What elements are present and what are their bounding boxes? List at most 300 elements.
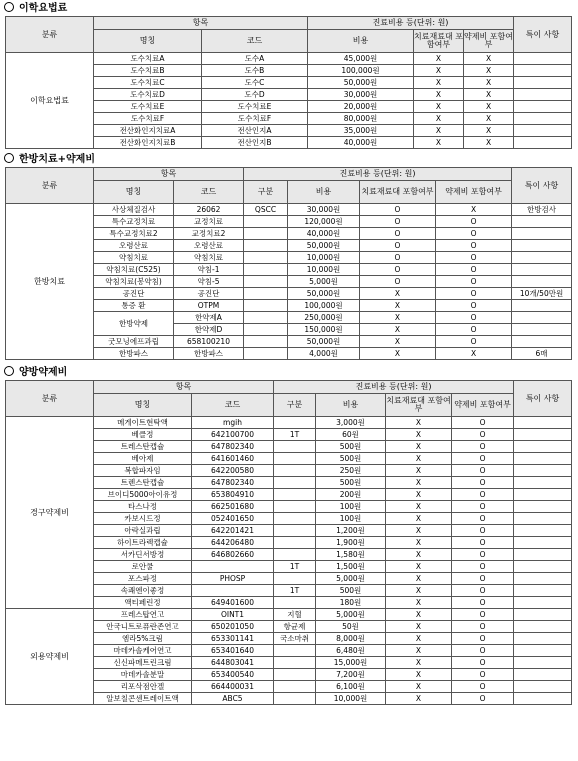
cell-name: 전산화인지치료B xyxy=(94,137,202,149)
cell-name: 액티페린정 xyxy=(94,597,192,609)
cell-name: 트렌스탄캡슐 xyxy=(94,477,192,489)
cell-material-included: X xyxy=(386,549,452,561)
cell-name: 공진단 xyxy=(94,288,174,300)
cell-code: 한약제D xyxy=(174,324,244,336)
cell-code: 644803041 xyxy=(192,657,274,669)
header-type: 구분 xyxy=(274,394,316,417)
header-drug-included: 약제비 포함여부 xyxy=(436,181,512,204)
cell-type: QSCC xyxy=(244,204,288,216)
cell-type xyxy=(244,288,288,300)
cell-drug-included: O xyxy=(452,501,514,513)
cell-code: 26062 xyxy=(174,204,244,216)
cell-code: 한약제A xyxy=(174,312,244,324)
cell-drug-included: O xyxy=(452,573,514,585)
header-cost: 비용 xyxy=(316,394,386,417)
cell-material-included: X xyxy=(386,669,452,681)
cell-material-included: X xyxy=(414,65,464,77)
cell-code: 전산인지A xyxy=(202,125,308,137)
cell-type xyxy=(244,324,288,336)
header-code: 코드 xyxy=(192,394,274,417)
cell-cost: 8,000원 xyxy=(316,633,386,645)
cell-material-included: X xyxy=(386,417,452,429)
cell-drug-included: O xyxy=(436,288,512,300)
cell-drug-included: O xyxy=(452,489,514,501)
cell-material-included: X xyxy=(386,537,452,549)
cell-name: 특수교정치료2 xyxy=(94,228,174,240)
cell-drug-included: O xyxy=(452,561,514,573)
cell-name: 복합파자임 xyxy=(94,465,192,477)
cell-material-included: X xyxy=(386,453,452,465)
cell-cost: 1,580원 xyxy=(316,549,386,561)
cell-cost: 5,000원 xyxy=(288,276,360,288)
cell-remarks xyxy=(512,264,572,276)
cell-name: 도수치료A xyxy=(94,53,202,65)
cell-cost: 1,200원 xyxy=(316,525,386,537)
cell-name: 엠라5%크림 xyxy=(94,633,192,645)
cell-cost: 250,000원 xyxy=(288,312,360,324)
cell-remarks xyxy=(512,240,572,252)
cell-drug-included: O xyxy=(452,417,514,429)
cell-cost: 15,000원 xyxy=(316,657,386,669)
cell-cost: 10,000원 xyxy=(316,693,386,705)
cell-code: 교정치료2 xyxy=(174,228,244,240)
cell-code: 교정치료 xyxy=(174,216,244,228)
group-label: 경구약제비 xyxy=(6,417,94,609)
cell-code: 647802340 xyxy=(192,477,274,489)
cell-material-included: X xyxy=(360,288,436,300)
header-code: 코드 xyxy=(174,181,244,204)
header-drug-included: 약제비 포함여부 xyxy=(452,394,514,417)
cell-name: 약침치료(봉약침) xyxy=(94,276,174,288)
cell-name: 도수치료E xyxy=(94,101,202,113)
cell-drug-included: X xyxy=(464,137,514,149)
cell-type xyxy=(274,525,316,537)
cell-name: 서카딘서방정 xyxy=(94,549,192,561)
cell-name: 도수치료C xyxy=(94,77,202,89)
cell-remarks xyxy=(514,645,572,657)
cell-type xyxy=(244,312,288,324)
cell-cost: 30,000원 xyxy=(288,204,360,216)
cell-name: 전산화인지치료A xyxy=(94,125,202,137)
header-material-included: 치료재료대 포함여부 xyxy=(360,181,436,204)
cell-name: 속쾌엔이좋정 xyxy=(94,585,192,597)
cell-name: 통증 환 xyxy=(94,300,174,312)
cell-code: 653804910 xyxy=(192,489,274,501)
cell-remarks xyxy=(514,125,572,137)
cell-drug-included: O xyxy=(452,513,514,525)
cell-code: 642100700 xyxy=(192,429,274,441)
cell-material-included: X xyxy=(386,429,452,441)
cell-drug-included: O xyxy=(452,549,514,561)
cell-code: 한방파스 xyxy=(174,348,244,360)
cell-cost: 250원 xyxy=(316,465,386,477)
cell-drug-included: X xyxy=(464,89,514,101)
cell-drug-included: O xyxy=(452,693,514,705)
cell-material-included: X xyxy=(414,125,464,137)
cell-drug-included: O xyxy=(452,585,514,597)
header-cost: 비용 xyxy=(288,181,360,204)
cell-remarks xyxy=(514,441,572,453)
cell-material-included: X xyxy=(386,513,452,525)
cell-type xyxy=(274,477,316,489)
cell-remarks xyxy=(514,489,572,501)
cell-remarks xyxy=(514,597,572,609)
cell-cost: 80,000원 xyxy=(308,113,414,125)
cell-type xyxy=(244,264,288,276)
cell-material-included: O xyxy=(360,264,436,276)
cell-code: 도수B xyxy=(202,65,308,77)
cell-name: 카보시드정 xyxy=(94,513,192,525)
cell-cost: 60원 xyxy=(316,429,386,441)
cell-code: 약침-5 xyxy=(174,276,244,288)
cell-code: 664400031 xyxy=(192,681,274,693)
cell-material-included: X xyxy=(414,89,464,101)
cell-code: 도수D xyxy=(202,89,308,101)
cell-cost: 100,000원 xyxy=(308,65,414,77)
cell-drug-included: X xyxy=(464,113,514,125)
cell-cost: 10,000원 xyxy=(288,252,360,264)
cell-name: 아락실과립 xyxy=(94,525,192,537)
cell-remarks xyxy=(514,573,572,585)
cell-material-included: X xyxy=(386,441,452,453)
cell-name: 마데카솔케어연고 xyxy=(94,645,192,657)
cell-code: 공진단 xyxy=(174,288,244,300)
cell-name: 한방파스 xyxy=(94,348,174,360)
cell-material-included: X xyxy=(386,465,452,477)
cell-drug-included: O xyxy=(452,645,514,657)
cell-name: 신신파메트린크림 xyxy=(94,657,192,669)
header-material-included: 치료재료대 포함여부 xyxy=(414,30,464,53)
cell-remarks xyxy=(514,101,572,113)
cell-type xyxy=(274,489,316,501)
header-name: 명칭 xyxy=(94,394,192,417)
cell-remarks xyxy=(514,633,572,645)
cell-remarks xyxy=(514,89,572,101)
cell-name: 약침치료 xyxy=(94,252,174,264)
cell-remarks xyxy=(514,65,572,77)
cell-type: 항균제 xyxy=(274,621,316,633)
cell-code: OINT1 xyxy=(192,609,274,621)
cell-code: 653401640 xyxy=(192,645,274,657)
cell-type xyxy=(244,336,288,348)
cell-drug-included: X xyxy=(464,77,514,89)
cell-material-included: X xyxy=(386,645,452,657)
cell-code: 오령산료 xyxy=(174,240,244,252)
cell-drug-included: O xyxy=(452,429,514,441)
cell-code: 662501680 xyxy=(192,501,274,513)
cell-drug-included: X xyxy=(436,204,512,216)
cell-cost: 500원 xyxy=(316,477,386,489)
cell-code: 도수C xyxy=(202,77,308,89)
cell-code: OTPM xyxy=(174,300,244,312)
cell-material-included: X xyxy=(386,501,452,513)
cell-material-included: O xyxy=(360,204,436,216)
header-code: 코드 xyxy=(202,30,308,53)
cell-remarks xyxy=(514,417,572,429)
cell-material-included: X xyxy=(386,489,452,501)
header-remarks: 특이 사항 xyxy=(512,168,572,204)
circle-bullet-icon xyxy=(4,153,14,163)
cell-material-included: X xyxy=(386,681,452,693)
cell-remarks xyxy=(514,681,572,693)
cell-cost: 4,000원 xyxy=(288,348,360,360)
cell-material-included: X xyxy=(386,609,452,621)
cell-drug-included: O xyxy=(436,324,512,336)
header-drug-included: 약제비 포함여부 xyxy=(464,30,514,53)
cell-remarks xyxy=(514,549,572,561)
cell-code: 도수A xyxy=(202,53,308,65)
section-title-text: 이학요법료 xyxy=(19,3,68,14)
cell-material-included: O xyxy=(360,276,436,288)
cell-cost: 120,000원 xyxy=(288,216,360,228)
cell-material-included: O xyxy=(360,216,436,228)
cell-code: 644206480 xyxy=(192,537,274,549)
cell-name: 베아제 xyxy=(94,453,192,465)
cell-name: 약침치료(C525) xyxy=(94,264,174,276)
header-item: 항목 xyxy=(94,17,308,30)
cell-cost: 100,000원 xyxy=(288,300,360,312)
cell-code: 전산인지B xyxy=(202,137,308,149)
cell-code: mgih xyxy=(192,417,274,429)
cell-drug-included: O xyxy=(436,252,512,264)
oriental-treatment-table xyxy=(5,167,572,360)
cell-drug-included: O xyxy=(436,276,512,288)
cell-cost: 45,000원 xyxy=(308,53,414,65)
cell-type xyxy=(274,597,316,609)
cell-cost: 1,900원 xyxy=(316,537,386,549)
header-cost-group: 진료비용 등(단위: 원) xyxy=(244,168,512,181)
cell-cost: 50,000원 xyxy=(288,288,360,300)
cell-material-included: X xyxy=(386,633,452,645)
cell-cost: 40,000원 xyxy=(308,137,414,149)
cell-remarks xyxy=(514,561,572,573)
section-title-oriental xyxy=(0,153,578,167)
cell-cost: 50,000원 xyxy=(288,336,360,348)
table-row xyxy=(6,609,572,621)
cell-code: 도수치료E xyxy=(202,101,308,113)
cell-drug-included: O xyxy=(452,477,514,489)
cell-drug-included: O xyxy=(452,657,514,669)
cell-type xyxy=(274,441,316,453)
cell-cost: 100원 xyxy=(316,513,386,525)
cell-type xyxy=(244,240,288,252)
cell-drug-included: O xyxy=(436,240,512,252)
group-label: 한방치료 xyxy=(6,204,94,360)
circle-bullet-icon xyxy=(4,366,14,376)
cell-drug-included: O xyxy=(452,525,514,537)
cell-code xyxy=(192,561,274,573)
cell-code: 약침치료 xyxy=(174,252,244,264)
header-remarks: 특이 사항 xyxy=(514,381,572,417)
cell-code xyxy=(192,585,274,597)
western-drug-table xyxy=(5,380,572,705)
cell-cost: 50원 xyxy=(316,621,386,633)
cell-material-included: X xyxy=(360,336,436,348)
cell-material-included: X xyxy=(386,657,452,669)
cell-type xyxy=(274,573,316,585)
section-title-western-drugs xyxy=(0,366,578,380)
cell-name: 굿모닝에프과립 xyxy=(94,336,174,348)
cell-type xyxy=(274,417,316,429)
cell-remarks: 6매 xyxy=(512,348,572,360)
header-item: 항목 xyxy=(94,168,244,181)
cell-drug-included: O xyxy=(436,336,512,348)
cell-code: 642200580 xyxy=(192,465,274,477)
header-cost-group: 진료비용 등(단위: 원) xyxy=(308,17,514,30)
cell-cost: 200원 xyxy=(316,489,386,501)
cell-code: 653301141 xyxy=(192,633,274,645)
cell-remarks xyxy=(514,477,572,489)
cell-type xyxy=(274,513,316,525)
cell-remarks xyxy=(514,113,572,125)
cell-name: 도수치료F xyxy=(94,113,202,125)
cell-material-included: X xyxy=(386,621,452,633)
cell-type xyxy=(274,465,316,477)
cell-drug-included: O xyxy=(436,264,512,276)
cell-drug-included: O xyxy=(436,312,512,324)
cell-remarks xyxy=(514,429,572,441)
cell-type: 1T xyxy=(274,429,316,441)
cell-material-included: X xyxy=(386,525,452,537)
cell-code: 658100210 xyxy=(174,336,244,348)
header-material-included: 치료재료대 포함여부 xyxy=(386,394,452,417)
cell-remarks xyxy=(514,669,572,681)
cell-cost: 5,000원 xyxy=(316,573,386,585)
cell-material-included: O xyxy=(360,252,436,264)
cell-name: 도수치료B xyxy=(94,65,202,77)
cell-type xyxy=(244,252,288,264)
cell-drug-included: O xyxy=(452,633,514,645)
cell-type: 국소마취 xyxy=(274,633,316,645)
cell-cost: 6,100원 xyxy=(316,681,386,693)
cell-remarks: 한방검사 xyxy=(512,204,572,216)
cell-type: 1T xyxy=(274,585,316,597)
cell-type xyxy=(274,669,316,681)
cell-type xyxy=(244,300,288,312)
section-title-text: 한방치료+약제비 xyxy=(19,154,95,165)
group-label: 외용약제비 xyxy=(6,609,94,705)
cell-remarks xyxy=(514,537,572,549)
cell-drug-included: X xyxy=(464,53,514,65)
cell-drug-included: O xyxy=(452,537,514,549)
cell-cost: 180원 xyxy=(316,597,386,609)
cell-type: 1T xyxy=(274,561,316,573)
cell-remarks xyxy=(512,216,572,228)
cell-drug-included: O xyxy=(436,216,512,228)
cell-cost: 500원 xyxy=(316,441,386,453)
cell-name: 프레스탑연고 xyxy=(94,609,192,621)
cell-material-included: X xyxy=(360,300,436,312)
cell-name: 타스나정 xyxy=(94,501,192,513)
cell-remarks xyxy=(514,657,572,669)
cell-cost: 40,000원 xyxy=(288,228,360,240)
cell-type xyxy=(274,681,316,693)
cell-drug-included: O xyxy=(452,669,514,681)
cell-remarks xyxy=(512,228,572,240)
header-category: 분류 xyxy=(6,17,94,53)
cell-remarks xyxy=(514,137,572,149)
cell-code: ABC5 xyxy=(192,693,274,705)
cell-material-included: X xyxy=(386,561,452,573)
cell-remarks xyxy=(514,525,572,537)
cell-cost: 20,000원 xyxy=(308,101,414,113)
cell-remarks xyxy=(514,465,572,477)
cell-material-included: X xyxy=(360,312,436,324)
cell-name: 한방약제 xyxy=(94,312,174,336)
cell-code: 650201050 xyxy=(192,621,274,633)
cell-remarks xyxy=(514,609,572,621)
cell-drug-included: O xyxy=(452,597,514,609)
cell-type xyxy=(274,537,316,549)
cell-type: 지혈 xyxy=(274,609,316,621)
cell-material-included: X xyxy=(386,585,452,597)
cell-material-included: X xyxy=(414,113,464,125)
header-name: 명칭 xyxy=(94,30,202,53)
header-name: 명칭 xyxy=(94,181,174,204)
header-type: 구분 xyxy=(244,181,288,204)
cell-drug-included: X xyxy=(464,125,514,137)
cell-cost: 150,000원 xyxy=(288,324,360,336)
cell-name: 포스파정 xyxy=(94,573,192,585)
cell-cost: 100원 xyxy=(316,501,386,513)
cell-drug-included: O xyxy=(452,453,514,465)
cell-name: 사상체질검사 xyxy=(94,204,174,216)
header-category: 분류 xyxy=(6,168,94,204)
cell-remarks xyxy=(512,312,572,324)
group-label: 이학요법료 xyxy=(6,53,94,149)
cell-type xyxy=(244,216,288,228)
cell-remarks xyxy=(514,53,572,65)
cell-name: 메게이트현탁액 xyxy=(94,417,192,429)
table-row xyxy=(6,417,572,429)
cell-code: 653400540 xyxy=(192,669,274,681)
header-category: 분류 xyxy=(6,381,94,417)
cell-name: 마데카솔분말 xyxy=(94,669,192,681)
cell-cost: 30,000원 xyxy=(308,89,414,101)
cell-type xyxy=(244,348,288,360)
cell-drug-included: O xyxy=(452,441,514,453)
cell-drug-included: O xyxy=(436,228,512,240)
cell-cost: 1,500원 xyxy=(316,561,386,573)
cell-remarks xyxy=(512,276,572,288)
cell-name: 도수치료D xyxy=(94,89,202,101)
section-title-physical-therapy xyxy=(0,2,578,16)
table-row xyxy=(6,53,572,65)
cell-name: 베클정 xyxy=(94,429,192,441)
cell-code: 649401600 xyxy=(192,597,274,609)
header-cost-group: 진료비용 등(단위: 원) xyxy=(274,381,514,394)
cell-code: 도수치료F xyxy=(202,113,308,125)
cell-drug-included: X xyxy=(464,101,514,113)
cell-code: 647802340 xyxy=(192,441,274,453)
cell-cost: 7,200원 xyxy=(316,669,386,681)
cell-material-included: O xyxy=(360,240,436,252)
cell-remarks xyxy=(512,336,572,348)
cell-remarks xyxy=(514,77,572,89)
header-remarks: 특이 사항 xyxy=(514,17,572,53)
cell-name: 로안쿨 xyxy=(94,561,192,573)
cell-name: 리포삭점안겔 xyxy=(94,681,192,693)
cell-remarks xyxy=(514,621,572,633)
cell-type xyxy=(274,657,316,669)
cell-code: 약침-1 xyxy=(174,264,244,276)
cell-cost: 500원 xyxy=(316,585,386,597)
cell-cost: 10,000원 xyxy=(288,264,360,276)
cell-drug-included: O xyxy=(452,681,514,693)
cell-name: 오령산료 xyxy=(94,240,174,252)
cell-type xyxy=(244,228,288,240)
cell-cost: 6,480원 xyxy=(316,645,386,657)
